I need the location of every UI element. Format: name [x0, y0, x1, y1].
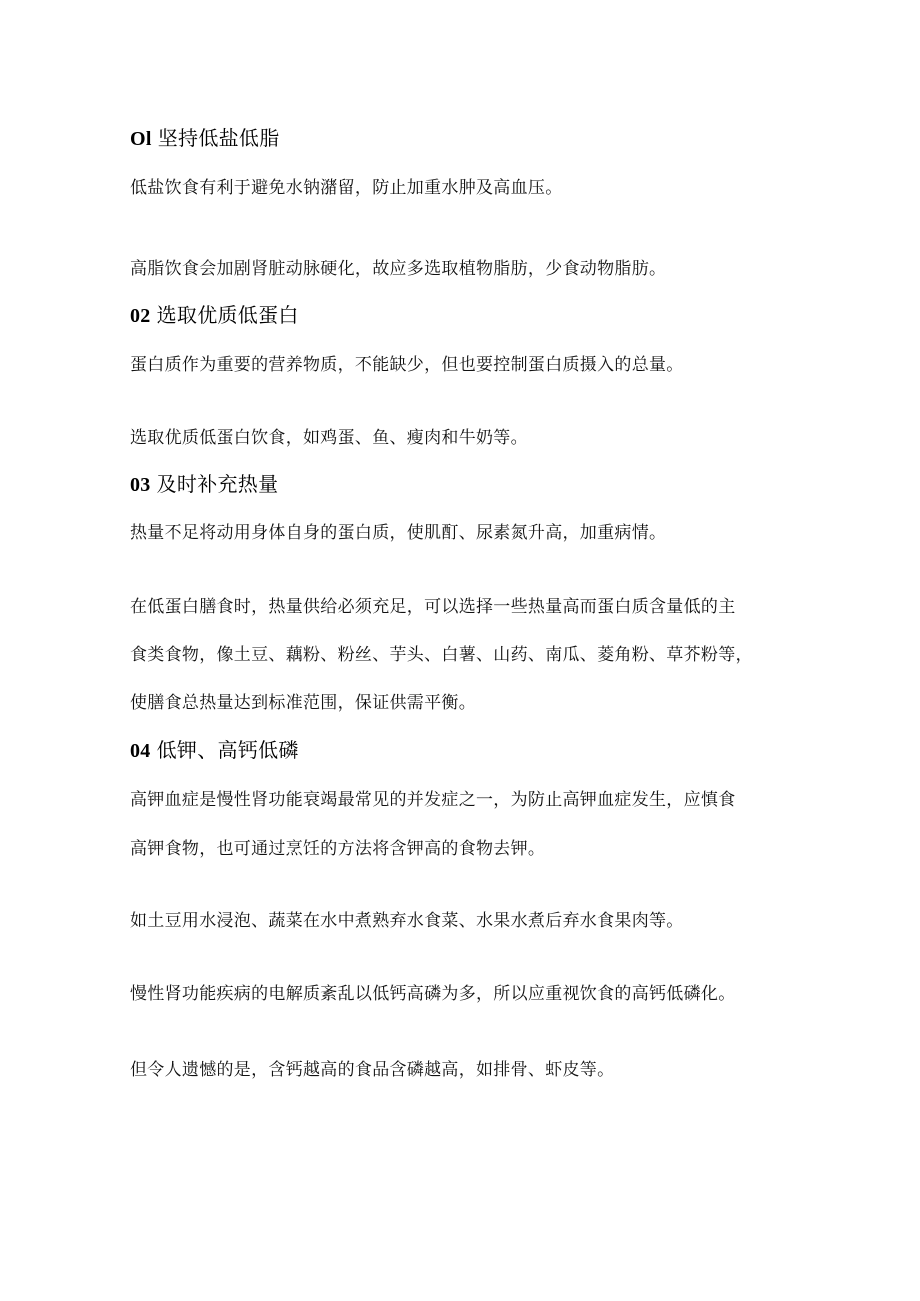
section-1-title: 坚持低盐低脂 — [157, 126, 280, 150]
section-1-number: Ol — [130, 128, 152, 150]
section-1-paragraph-1-line-1: 低盐饮食有利于避免水钠潴留，防止加重水肿及高血压。 — [130, 178, 563, 198]
section-2-number: 02 — [130, 305, 151, 327]
section-4-heading — [130, 736, 299, 765]
section-4-number: 04 — [130, 740, 151, 762]
section-4-title: 低钾、高钙低磷 — [156, 738, 299, 762]
section-2-paragraph-1-line-1: 蛋白质作为重要的营养物质，不能缺少，但也要控制蛋白质摄入的总量。 — [130, 355, 684, 375]
section-4-paragraph-2-line-1: 如土豆用水浸泡、蔬菜在水中煮熟弃水食菜、水果水煮后弃水食果肉等。 — [130, 911, 684, 931]
section-3-paragraph-1-line-1: 热量不足将动用身体自身的蛋白质，使肌酊、尿素氮升高，加重病情。 — [130, 523, 667, 543]
section-3-heading — [130, 470, 278, 499]
section-3-paragraph-2-line-2: 食类食物，像土豆、藕粉、粉丝、芋头、白薯、山药、南瓜、菱角粉、草芥粉等， — [130, 645, 753, 665]
section-3-paragraph-2-line-1: 在低蛋白膳食时，热量供给必须充足，可以选择一些热量高而蛋白质含量低的主 — [130, 597, 736, 617]
section-4-paragraph-4-line-1: 但令人遗憾的是，含钙越高的食品含磷越高，如排骨、虾皮等。 — [130, 1060, 615, 1080]
section-3-title: 及时补充热量 — [156, 472, 279, 496]
section-1-heading — [130, 124, 280, 153]
section-4-paragraph-3-line-1: 慢性肾功能疾病的电解质紊乱以低钙高磷为多，所以应重视饮食的高钙低磷化。 — [130, 984, 736, 1004]
section-4-paragraph-1-line-1: 高钾血症是慢性肾功能衰竭最常见的并发症之一，为防止高钾血症发生，应慎食 — [130, 790, 736, 810]
section-2-heading — [130, 301, 299, 330]
section-2-title: 选取优质低蛋白 — [156, 303, 299, 327]
section-3-paragraph-2-line-3: 使膳食总热量达到标准范围，保证供需平衡。 — [130, 693, 476, 713]
section-4-paragraph-1-line-2: 高钾食物，也可通过烹饪的方法将含钾高的食物去钾。 — [130, 839, 546, 859]
section-1-paragraph-2-line-1: 高脂饮食会加剧肾脏动脉硬化，故应多选取植物脂肪，少食动物脂肪。 — [130, 259, 667, 279]
section-3-number: 03 — [130, 474, 151, 496]
section-2-paragraph-2-line-1: 选取优质低蛋白饮食，如鸡蛋、鱼、瘦肉和牛奶等。 — [130, 428, 528, 448]
